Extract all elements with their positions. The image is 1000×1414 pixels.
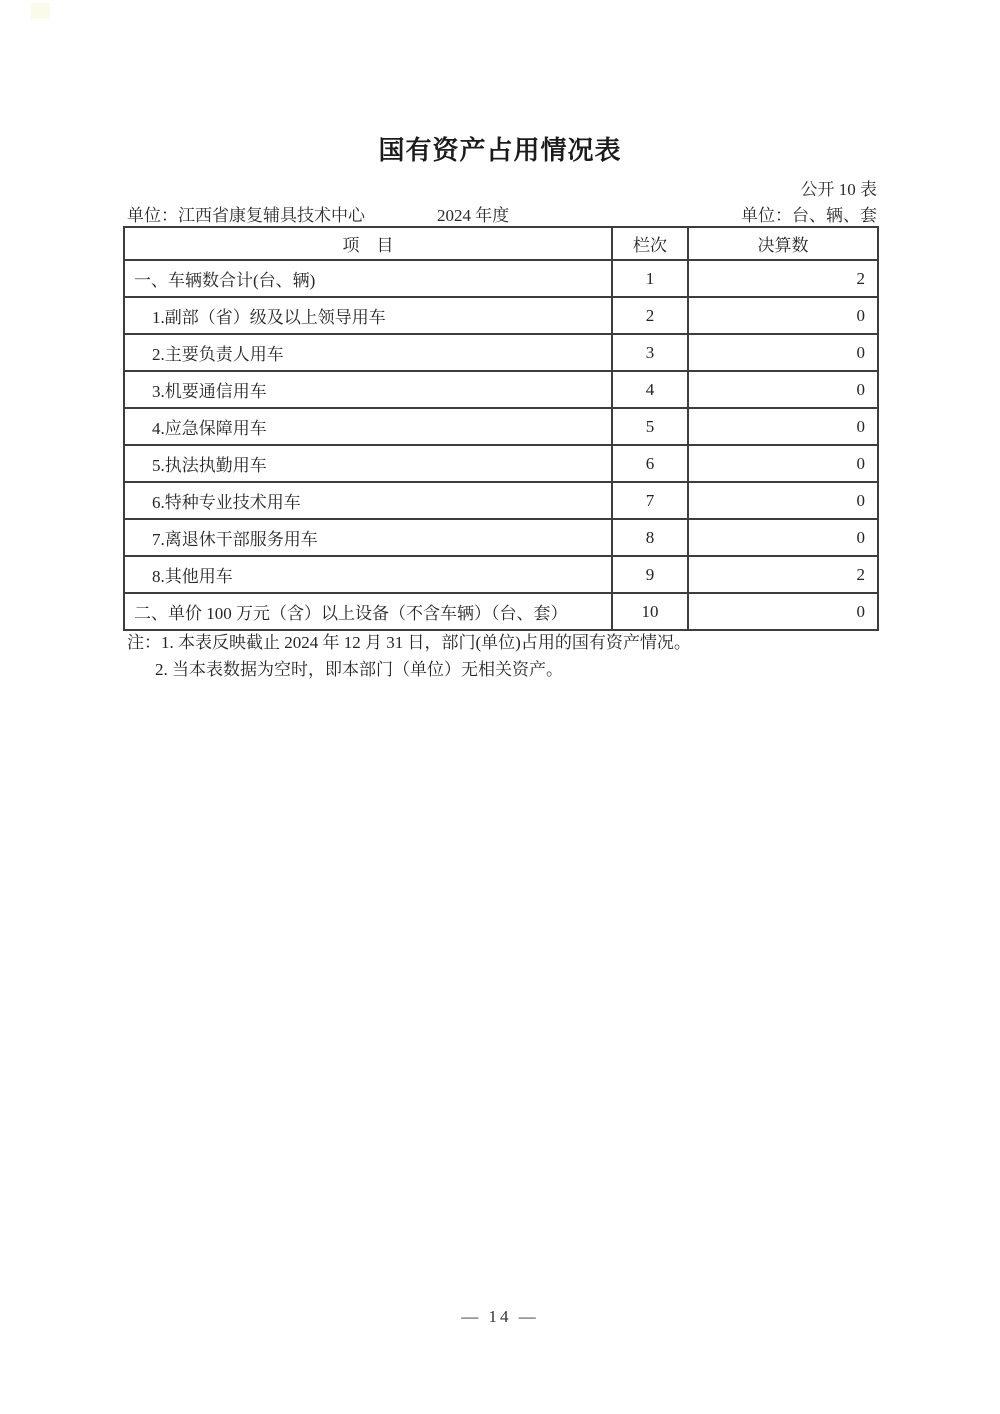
unit-left-label: 单位：江西省康复辅具技术中心 (127, 206, 365, 225)
item-cell: 1.副部（省）级及以上领导用车 (124, 297, 612, 334)
table-row (124, 445, 878, 482)
item-cell: 4.应急保障用车 (124, 408, 612, 445)
table-row (124, 556, 878, 593)
table-row (124, 408, 878, 445)
value-cell: 0 (688, 593, 878, 630)
value-cell: 0 (688, 371, 878, 408)
table-row (124, 260, 878, 297)
value-cell: 0 (688, 445, 878, 482)
note-line-1: 注：1. 本表反映截止 2024 年 12 月 31 日，部门(单位)占用的国有资产情况。 (127, 633, 691, 652)
table-row (124, 519, 878, 556)
table-row (124, 297, 878, 334)
item-cell: 3.机要通信用车 (124, 371, 612, 408)
unit-meta-row (124, 201, 877, 225)
column-index-cell: 9 (612, 556, 688, 593)
header-item: 项 目 (124, 227, 612, 260)
column-index-cell: 3 (612, 334, 688, 371)
item-cell: 二、单价 100 万元（含）以上设备（不含车辆）（台、套） (124, 593, 612, 630)
item-cell: 8.其他用车 (124, 556, 612, 593)
value-cell: 0 (688, 482, 878, 519)
value-cell: 0 (688, 519, 878, 556)
public-table-label: 公开 10 表 (800, 180, 877, 199)
item-cell: 一、车辆数合计(台、辆) (124, 260, 612, 297)
value-cell: 0 (688, 334, 878, 371)
item-cell: 6.特种专业技术用车 (124, 482, 612, 519)
scan-artifact (31, 3, 50, 19)
note-line-2: 2. 当本表数据为空时，即本部门（单位）无相关资产。 (155, 660, 563, 679)
item-cell: 7.离退休干部服务用车 (124, 519, 612, 556)
table-row (124, 334, 878, 371)
table-header-row (124, 227, 878, 260)
column-index-cell: 2 (612, 297, 688, 334)
page-title: 国有资产占用情况表 (378, 135, 622, 165)
fiscal-year-label: 2024 年度 (437, 206, 510, 225)
table-row (124, 593, 878, 630)
page-number: — 14 — (461, 1307, 539, 1326)
asset-table-body (124, 260, 878, 630)
table-row (124, 371, 878, 408)
header-column-index: 栏次 (612, 227, 688, 260)
value-cell: 0 (688, 297, 878, 334)
value-cell: 0 (688, 408, 878, 445)
column-index-cell: 8 (612, 519, 688, 556)
column-index-cell: 5 (612, 408, 688, 445)
column-index-cell: 6 (612, 445, 688, 482)
table-row (124, 482, 878, 519)
column-index-cell: 4 (612, 371, 688, 408)
unit-right-label: 单位：台、辆、套 (741, 206, 877, 225)
header-value: 决算数 (688, 227, 878, 260)
column-index-cell: 10 (612, 593, 688, 630)
column-index-cell: 7 (612, 482, 688, 519)
asset-table (123, 226, 879, 631)
notes (127, 629, 880, 683)
column-index-cell: 1 (612, 260, 688, 297)
item-cell: 2.主要负责人用车 (124, 334, 612, 371)
value-cell: 2 (688, 556, 878, 593)
item-cell: 5.执法执勤用车 (124, 445, 612, 482)
value-cell: 2 (688, 260, 878, 297)
